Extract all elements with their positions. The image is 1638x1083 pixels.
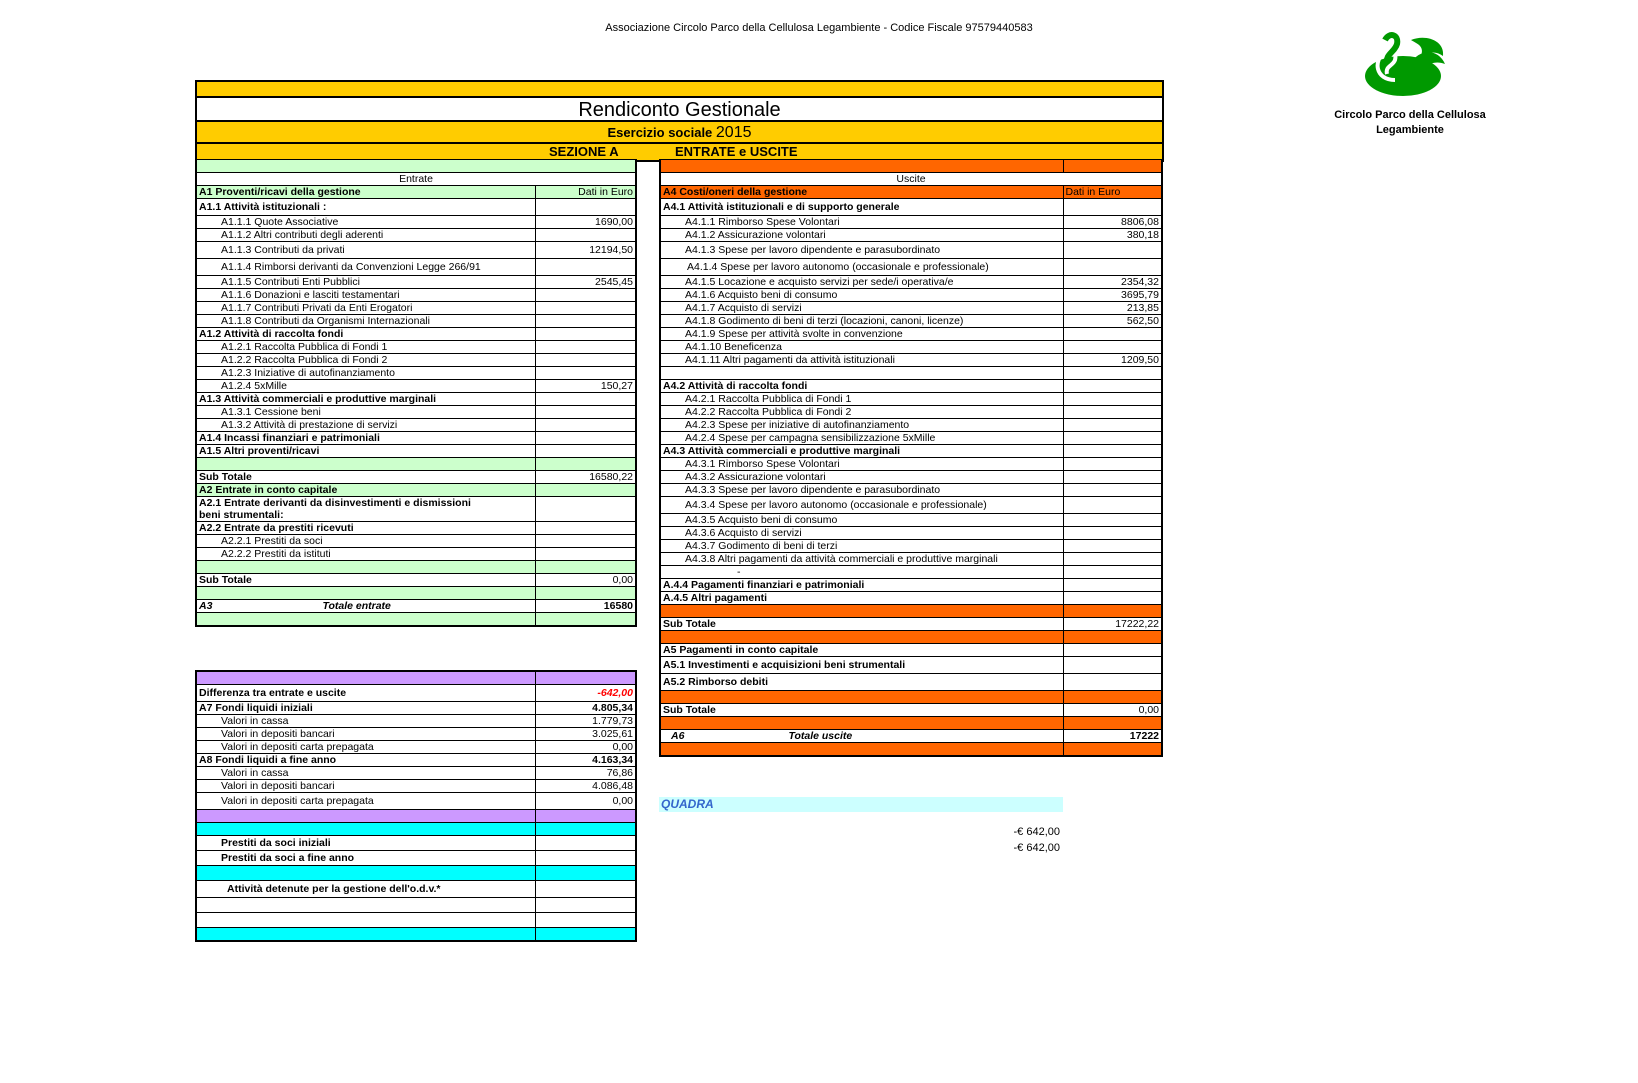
dati-label: Dati in Euro xyxy=(535,186,636,199)
cell-empty xyxy=(535,259,636,276)
cell-empty xyxy=(535,823,636,836)
row-a51: A5.1 Investimenti e acquisizioni beni strumentali xyxy=(660,657,1063,674)
cell-empty xyxy=(1063,406,1162,419)
a3-label: Totale entrate xyxy=(322,599,391,612)
cell-empty xyxy=(535,522,636,535)
entrate-header: Entrate xyxy=(196,173,636,186)
cell-empty xyxy=(535,509,636,522)
row-subtotal-uscite-1: Sub Totale xyxy=(660,618,1063,631)
cell-empty xyxy=(535,354,636,367)
cell-empty xyxy=(1063,644,1162,657)
row-a118: A1.1.8 Contributi da Organismi Internazionali xyxy=(196,315,535,328)
spacer-row xyxy=(660,367,1063,380)
row-a434: A4.3.4 Spese per lavoro autonomo (occasionale e professionale) xyxy=(660,497,1063,514)
row-a444: A.4.4 Pagamenti finanziari e patrimoniali xyxy=(660,579,1063,592)
logo-caption-line2: Legambiente xyxy=(1376,124,1444,136)
row-a422: A4.2.2 Raccolta Pubblica di Fondi 2 xyxy=(660,406,1063,419)
cell-empty xyxy=(535,328,636,341)
cell-empty xyxy=(1063,497,1162,514)
cell-empty xyxy=(1063,579,1162,592)
cell-empty xyxy=(1063,393,1162,406)
cell-empty xyxy=(1063,484,1162,497)
report-title: Rendiconto Gestionale xyxy=(197,98,1162,122)
logo-caption xyxy=(1310,108,1510,138)
row-a431: A4.3.1 Rimborso Spese Volontari xyxy=(660,458,1063,471)
row-a5: A5 Pagamenti in conto capitale xyxy=(660,644,1063,657)
purple-row xyxy=(196,810,535,823)
cyan-row xyxy=(196,928,535,942)
cell-empty xyxy=(1063,328,1162,341)
value-a3: 16580 xyxy=(535,600,636,613)
row-a4: A4 Costi/oneri della gestione xyxy=(660,186,1063,199)
purple-row xyxy=(196,671,535,685)
row-a41: A4.1 Attività istituzionali e di supporto generale xyxy=(660,199,1063,216)
row-a112: A1.1.2 Altri contributi degli aderenti xyxy=(196,229,535,242)
row-a116: A1.1.6 Donazioni e lasciti testamentari xyxy=(196,289,535,302)
value-cassa-2: 76,86 xyxy=(535,767,636,780)
row-a124: A1.2.4 5xMille xyxy=(196,380,535,393)
row-a221: A2.2.1 Prestiti da soci xyxy=(196,535,535,548)
row-a2: A2 Entrate in conto capitale xyxy=(196,484,535,497)
value-a8: 4.163,34 xyxy=(535,754,636,767)
row-a21: A2.1 Entrate derivanti da disinvestimenti e dismissioni xyxy=(196,497,535,510)
cell-empty xyxy=(535,913,636,928)
value-a115: 2545,45 xyxy=(535,276,636,289)
cell-empty xyxy=(1063,592,1162,605)
row-a117: A1.1.7 Contributi Privati da Enti Erogatori xyxy=(196,302,535,315)
cell-empty xyxy=(1063,380,1162,393)
row-a424: A4.2.4 Spese per campagna sensibilizzazione 5xMille xyxy=(660,432,1063,445)
row-a3 xyxy=(196,600,535,613)
cell-empty xyxy=(1063,514,1162,527)
cell-empty xyxy=(1063,657,1162,674)
spacer-row xyxy=(196,458,535,471)
cell-empty xyxy=(1063,341,1162,354)
value-subtotal-1: 16580,22 xyxy=(535,471,636,484)
row-a4111: A4.1.11 Altri pagamenti da attività istituzionali xyxy=(660,354,1063,367)
cell-empty xyxy=(535,928,636,942)
row-cassa-1: Valori in cassa xyxy=(196,715,535,728)
row-a14: A1.4 Incassi finanziari e patrimoniali xyxy=(196,432,535,445)
row-a4110: A4.1.10 Beneficenza xyxy=(660,341,1063,354)
value-differenza: -642,00 xyxy=(535,685,636,702)
cell-empty xyxy=(535,561,636,574)
top-orange-band xyxy=(197,82,1162,98)
row-subtotal-1: Sub Totale xyxy=(196,471,535,484)
cell-empty xyxy=(535,836,636,851)
value-carta-1: 0,00 xyxy=(535,741,636,754)
cell-empty xyxy=(535,866,636,881)
cell-empty xyxy=(535,810,636,823)
cyan-row xyxy=(196,866,535,881)
row-banca-1: Valori in depositi bancari xyxy=(196,728,535,741)
cell-empty xyxy=(535,535,636,548)
row-a43: A4.3 Attività commerciali e produttive marginali xyxy=(660,445,1063,458)
value-a418: 562,50 xyxy=(1063,315,1162,328)
blank-row xyxy=(196,913,535,928)
cell-empty xyxy=(535,367,636,380)
row-a421: A4.2.1 Raccolta Pubblica di Fondi 1 xyxy=(660,393,1063,406)
row-subtotal-2: Sub Totale xyxy=(196,574,535,587)
row-a423: A4.2.3 Spese per iniziative di autofinanziamento xyxy=(660,419,1063,432)
value-banca-2: 4.086,48 xyxy=(535,780,636,793)
spacer-row xyxy=(196,587,535,600)
row-a8: A8 Fondi liquidi a fine anno xyxy=(196,754,535,767)
value-carta-2: 0,00 xyxy=(535,793,636,810)
cell-empty xyxy=(535,419,636,432)
top-orange-row xyxy=(660,160,1063,173)
cell-empty xyxy=(1063,432,1162,445)
quadra-label: QUADRA xyxy=(659,797,1063,812)
row-a13: A1.3 Attività commerciali e produttive marginali xyxy=(196,393,535,406)
blank-row xyxy=(196,160,636,173)
section-label: SEZIONE A xyxy=(549,144,619,159)
row-a21-cont: beni strumentali: xyxy=(196,509,535,522)
value-a412: 380,18 xyxy=(1063,229,1162,242)
cell-empty xyxy=(535,881,636,898)
value-subtotal-uscite-1: 17222,22 xyxy=(1063,618,1162,631)
row-a437: A4.3.7 Godimento di beni di terzi xyxy=(660,540,1063,553)
cell-empty xyxy=(1063,445,1162,458)
cell-empty xyxy=(535,315,636,328)
cell-empty xyxy=(1063,605,1162,618)
row-a417: A4.1.7 Acquisto di servizi xyxy=(660,302,1063,315)
value-a124: 150,27 xyxy=(535,380,636,393)
value-a415: 2354,32 xyxy=(1063,276,1162,289)
row-a11: A1.1 Attività istituzionali : xyxy=(196,199,535,216)
row-a436: A4.3.6 Acquisto di servizi xyxy=(660,527,1063,540)
section-title: ENTRATE e USCITE xyxy=(675,144,798,159)
row-a1: A1 Proventi/ricavi della gestione xyxy=(196,186,535,199)
row-a412: A4.1.2 Assicurazione volontari xyxy=(660,229,1063,242)
row-a413: A4.1.3 Spese per lavoro dipendente e parasubordinato xyxy=(660,242,1063,259)
esercizio-label: Esercizio sociale xyxy=(607,125,713,140)
cell-empty xyxy=(1063,199,1162,216)
cell-empty xyxy=(1063,458,1162,471)
cell-empty xyxy=(535,851,636,866)
row-a419: A4.1.9 Spese per attività svolte in convenzione xyxy=(660,328,1063,341)
a3-code: A3 xyxy=(199,599,213,612)
row-a131: A1.3.1 Cessione beni xyxy=(196,406,535,419)
row-a414: A4.1.4 Spese per lavoro autonomo (occasionale e professionale) xyxy=(660,259,1063,276)
row-a415: A4.1.5 Locazione e acquisto servizi per sede/i operativa/e xyxy=(660,276,1063,289)
association-header: Associazione Circolo Parco della Cellulosa Legambiente - Codice Fiscale 97579440583 xyxy=(605,22,1033,34)
spacer-row xyxy=(196,613,535,627)
cell-empty xyxy=(1063,527,1162,540)
cell-empty xyxy=(1063,743,1162,757)
value-a416: 3695,79 xyxy=(1063,289,1162,302)
cell-empty xyxy=(535,432,636,445)
cell-empty xyxy=(1063,259,1162,276)
uscite-header: Uscite xyxy=(660,173,1162,186)
row-a42: A4.2 Attività di raccolta fondi xyxy=(660,380,1063,393)
cell-empty xyxy=(535,341,636,354)
cell-empty xyxy=(535,445,636,458)
row-a15: A1.5 Altri proventi/ricavi xyxy=(196,445,535,458)
row-attivita-detenute: Attività detenute per la gestione dell'o.d.v.* xyxy=(196,881,535,898)
value-a4111: 1209,50 xyxy=(1063,354,1162,367)
cyan-row xyxy=(196,823,535,836)
quadra-value-2: -€ 642,00 xyxy=(1013,842,1060,854)
row-prestiti-iniziali: Prestiti da soci iniziali xyxy=(196,836,535,851)
a6-label: Totale uscite xyxy=(788,729,853,742)
cell-empty xyxy=(1063,631,1162,644)
cell-empty xyxy=(1063,553,1162,566)
row-subtotal-uscite-2: Sub Totale xyxy=(660,704,1063,717)
dash-row: - xyxy=(660,566,1063,579)
row-a432: A4.3.2 Assicurazione volontari xyxy=(660,471,1063,484)
cell-empty xyxy=(535,671,636,685)
row-a6 xyxy=(660,730,1063,743)
blank-row xyxy=(196,898,535,913)
row-a416: A4.1.6 Acquisto beni di consumo xyxy=(660,289,1063,302)
row-a435: A4.3.5 Acquisto beni di consumo xyxy=(660,514,1063,527)
spacer-row xyxy=(660,605,1063,618)
cell-empty xyxy=(535,229,636,242)
spacer-row xyxy=(660,691,1063,704)
cell-empty xyxy=(1063,717,1162,730)
legambiente-swan-logo xyxy=(1355,30,1455,98)
uscite-table xyxy=(659,159,1163,757)
cell-empty xyxy=(535,289,636,302)
cell-empty xyxy=(535,458,636,471)
row-a222: A2.2.2 Prestiti da istituti xyxy=(196,548,535,561)
cell-empty xyxy=(1063,540,1162,553)
value-a417: 213,85 xyxy=(1063,302,1162,315)
dati-label-right: Dati in Euro xyxy=(1063,186,1162,199)
fondi-liquidi-table xyxy=(195,670,637,942)
row-a123: A1.2.3 Iniziative di autofinanziamento xyxy=(196,367,535,380)
row-a12: A1.2 Attività di raccolta fondi xyxy=(196,328,535,341)
cell-empty xyxy=(535,587,636,600)
a6-code: A6 xyxy=(671,729,685,742)
row-a113: A1.1.3 Contributi da privati xyxy=(196,242,535,259)
row-a22: A2.2 Entrate da prestiti ricevuti xyxy=(196,522,535,535)
cell-empty xyxy=(1063,471,1162,484)
cell-empty xyxy=(535,898,636,913)
fiscal-year-band xyxy=(197,122,1162,144)
cell-empty xyxy=(1063,367,1162,380)
row-a121: A1.2.1 Raccolta Pubblica di Fondi 1 xyxy=(196,341,535,354)
row-a7: A7 Fondi liquidi iniziali xyxy=(196,702,535,715)
cell-empty xyxy=(1063,160,1162,173)
cell-empty xyxy=(535,484,636,497)
row-a52: A5.2 Rimborso debiti xyxy=(660,674,1063,691)
value-subtotal-2: 0,00 xyxy=(535,574,636,587)
cell-empty xyxy=(1063,691,1162,704)
entrate-table xyxy=(195,159,637,627)
row-carta-1: Valori in depositi carta prepagata xyxy=(196,741,535,754)
spacer-row xyxy=(660,743,1063,757)
value-a6: 17222 xyxy=(1063,730,1162,743)
cell-empty xyxy=(535,199,636,216)
spacer-row xyxy=(660,717,1063,730)
cell-empty xyxy=(1063,242,1162,259)
value-subtotal-uscite-2: 0,00 xyxy=(1063,704,1162,717)
row-a418: A4.1.8 Godimento di beni di terzi (locazioni, canoni, licenze) xyxy=(660,315,1063,328)
row-a122: A1.2.2 Raccolta Pubblica di Fondi 2 xyxy=(196,354,535,367)
cell-empty xyxy=(535,548,636,561)
row-a433: A4.3.3 Spese per lavoro dipendente e parasubordinato xyxy=(660,484,1063,497)
cell-empty xyxy=(1063,566,1162,579)
logo-caption-line1: Circolo Parco della Cellulosa xyxy=(1334,109,1486,121)
row-a445: A.4.5 Altri pagamenti xyxy=(660,592,1063,605)
row-a115: A1.1.5 Contributi Enti Pubblici xyxy=(196,276,535,289)
report-header-block xyxy=(195,80,1164,162)
row-a438: A4.3.8 Altri pagamenti da attività commerciali e produttive marginali xyxy=(660,553,1063,566)
spacer-row xyxy=(196,561,535,574)
cell-empty xyxy=(535,497,636,510)
value-banca-1: 3.025,61 xyxy=(535,728,636,741)
row-a111: A1.1.1 Quote Associative xyxy=(196,216,535,229)
row-prestiti-fine: Prestiti da soci a fine anno xyxy=(196,851,535,866)
row-cassa-2: Valori in cassa xyxy=(196,767,535,780)
spacer-row xyxy=(660,631,1063,644)
value-a7: 4.805,34 xyxy=(535,702,636,715)
row-carta-2: Valori in depositi carta prepagata xyxy=(196,793,535,810)
cell-empty xyxy=(535,406,636,419)
row-a132: A1.3.2 Attività di prestazione di servizi xyxy=(196,419,535,432)
row-differenza: Differenza tra entrate e uscite xyxy=(196,685,535,702)
cell-empty xyxy=(1063,674,1162,691)
cell-empty xyxy=(535,393,636,406)
row-a411: A4.1.1 Rimborso Spese Volontari xyxy=(660,216,1063,229)
value-a411: 8806,08 xyxy=(1063,216,1162,229)
cell-empty xyxy=(1063,419,1162,432)
cell-empty xyxy=(535,613,636,627)
cell-empty xyxy=(535,302,636,315)
year-value: 2015 xyxy=(715,124,752,141)
row-a114: A1.1.4 Rimborsi derivanti da Convenzioni Legge 266/91 xyxy=(196,259,535,276)
quadra-value-1: -€ 642,00 xyxy=(1013,826,1060,838)
row-banca-2: Valori in depositi bancari xyxy=(196,780,535,793)
value-a111: 1690,00 xyxy=(535,216,636,229)
value-cassa-1: 1.779,73 xyxy=(535,715,636,728)
value-a113: 12194,50 xyxy=(535,242,636,259)
